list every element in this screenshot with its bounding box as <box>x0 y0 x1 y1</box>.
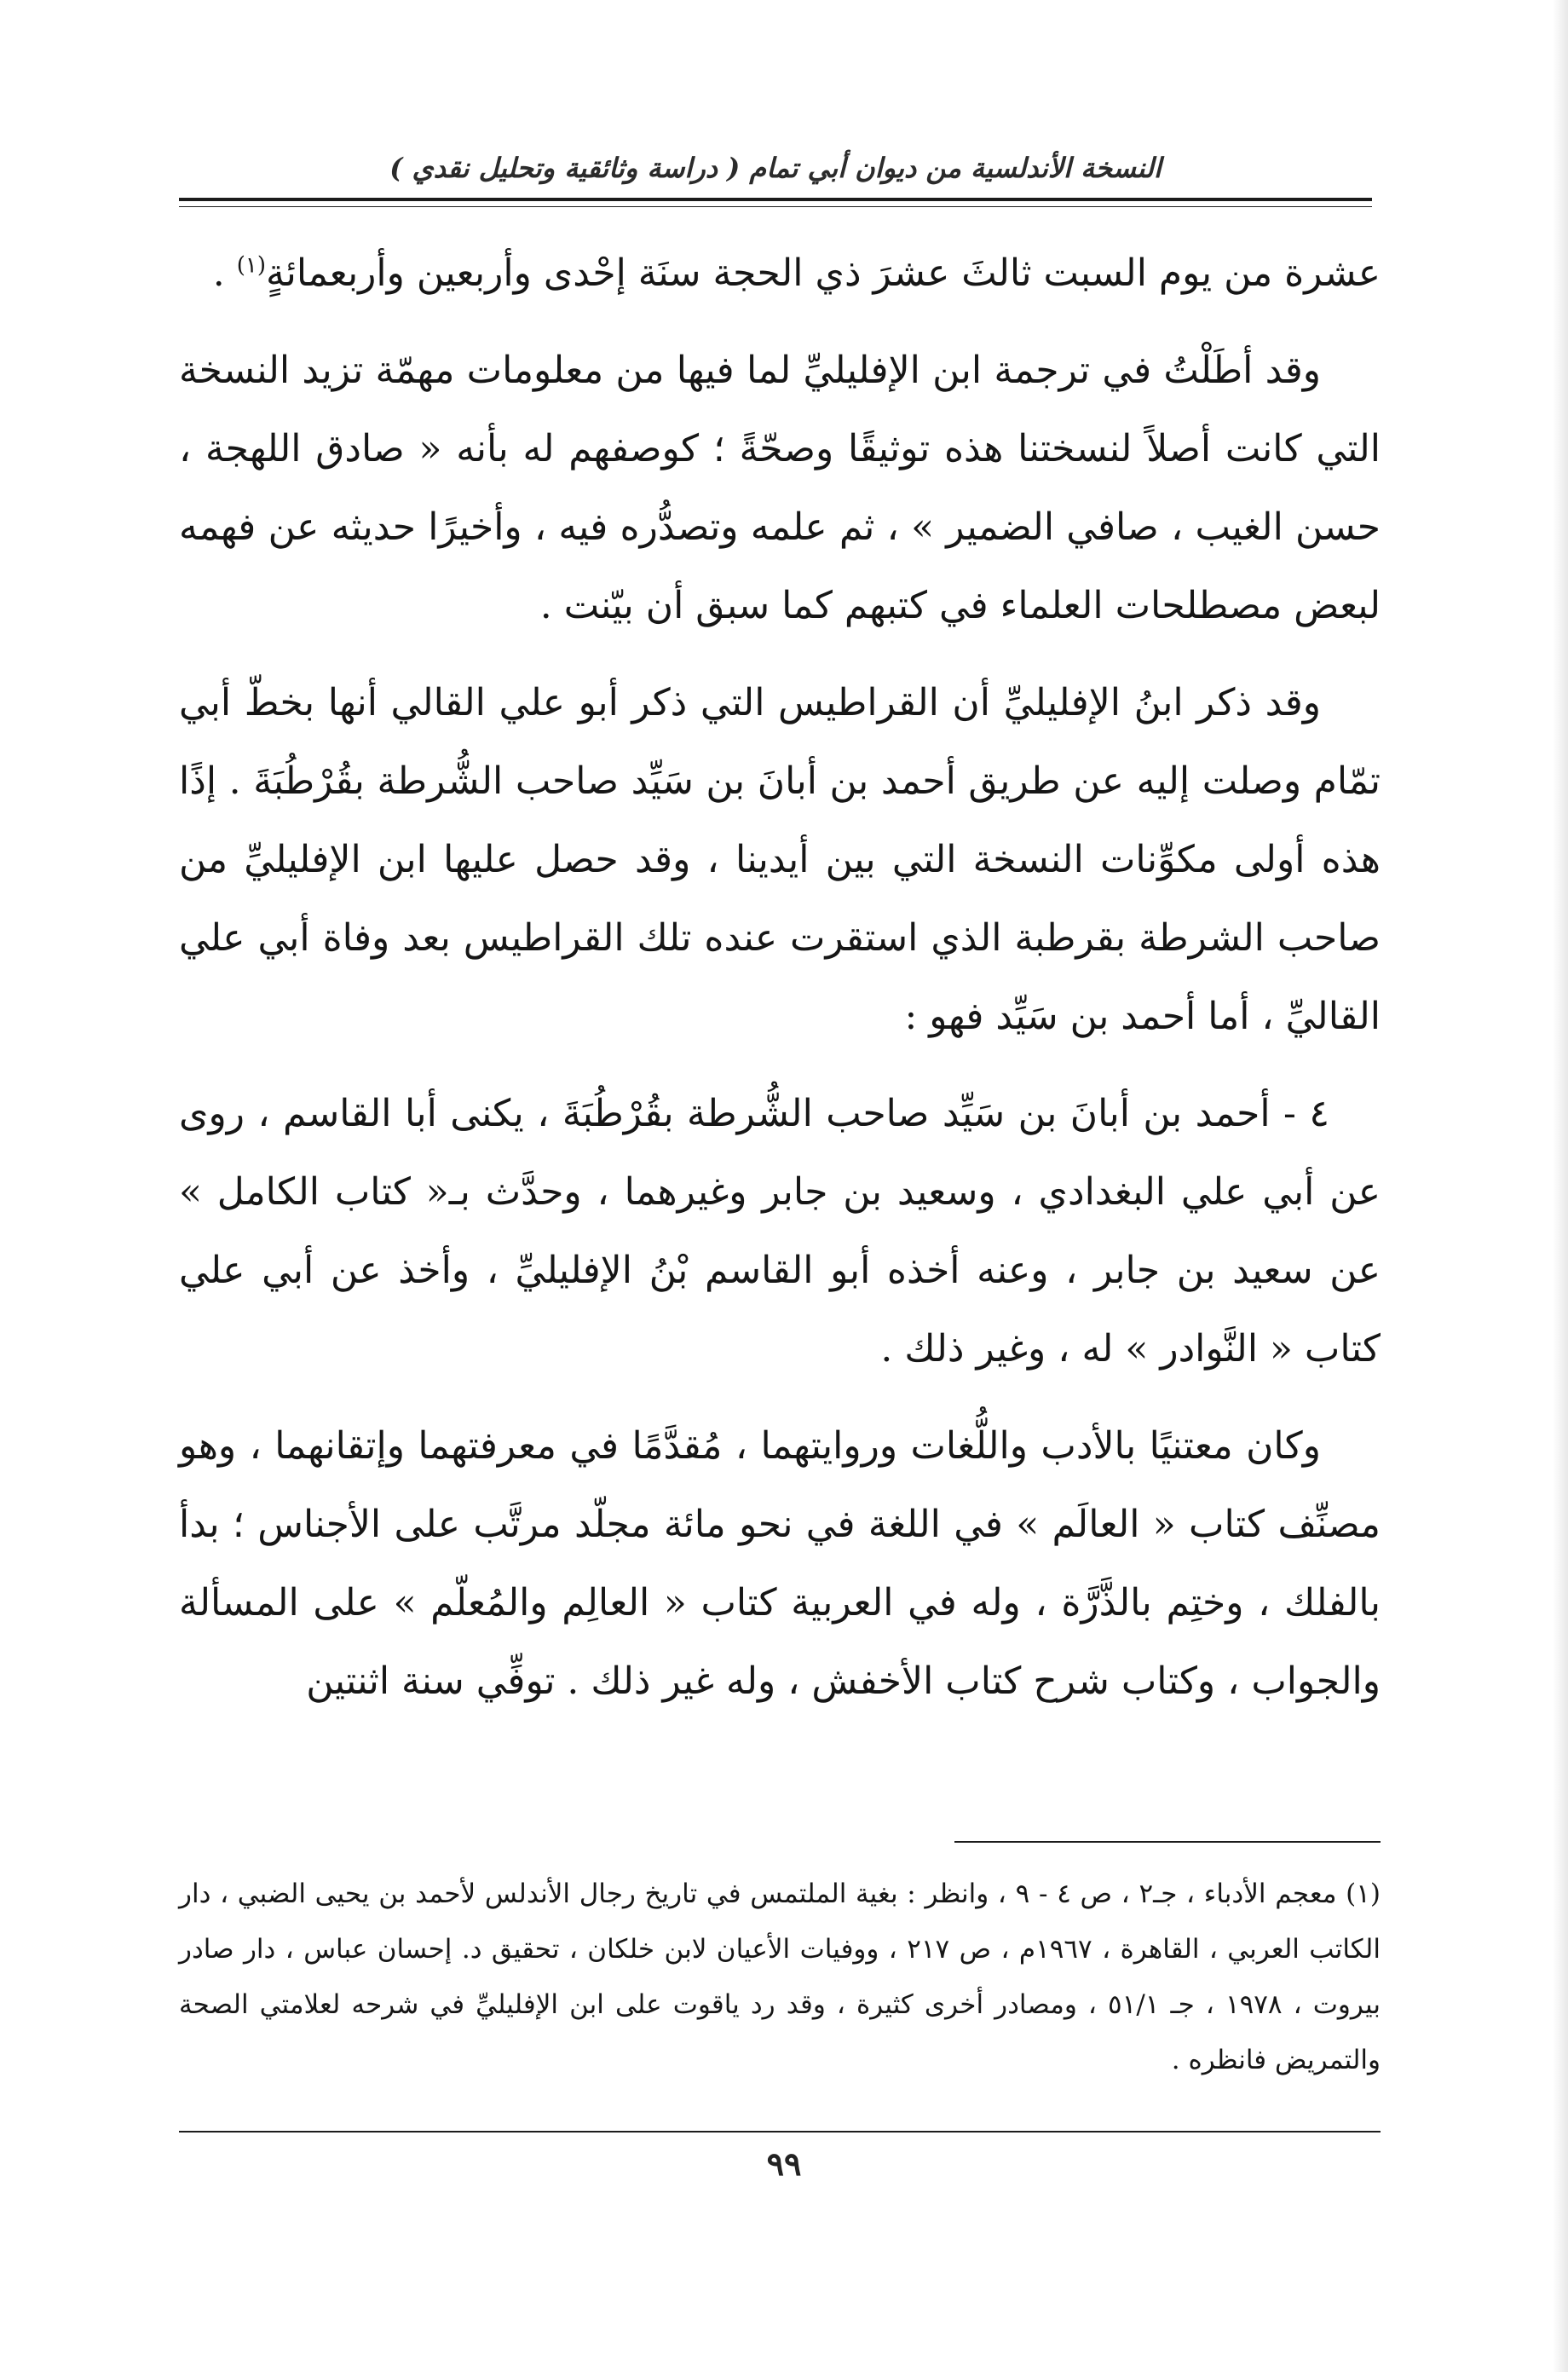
paragraph-3: وقد ذكر ابنُ الإفليليِّ أن القراطيس التي ذكر أبو علي القالي أنها بخطّ أبي تمّام وصلت إليه عن طريق أحمد بن أبانَ بن سَيِّد صاحب الشُّرطة بقُرْطُبَةَ . إذًا هذه أولى مكوِّنات النسخة التي بين أيدينا ، وقد حصل عليها ابن الإفليليِّ من صاحب الشرطة بقرطبة الذي استقرت عنده تلك القراطيس بعد وفاة أبي علي القاليِّ ، أما أحمد بن سَيِّد فهو : <box>179 681 1381 1038</box>
paragraph-1 <box>179 234 1381 313</box>
footnote-separator <box>954 1841 1381 1843</box>
running-head: النسخة الأندلسية من ديوان أبي تمام ( دراسة وثائقية وتحليل نقدي ) <box>389 152 1162 184</box>
footnote-reference: (١) <box>236 252 267 279</box>
body-text <box>179 234 1381 1740</box>
footer-rule <box>179 2131 1381 2132</box>
scan-edge-shadow <box>1553 0 1568 2372</box>
footnote-1: (١) معجم الأدباء ، جـ٢ ، ص ٤ - ٩ ، وانظر : بغية الملتمس في تاريخ رجال الأندلس لأحمد بن يحيى الضبي ، دار الكاتب العربي ، القاهرة ، ١٩٦٧م ، ص ٢١٧ ، ووفيات الأعيان لابن خلكان ، تحقيق د. إحسان عباس ، دار صادر بيروت ، ١٩٧٨ ، جـ ٥١/١ ، ومصادر أخرى كثيرة ، وقد رد ياقوت على ابن الإفليليِّ في شرحه لعلامتي الصحة والتمريض فانظره . <box>179 1879 1381 2075</box>
paragraph-4-entry: ٤ - أحمد بن أبانَ بن سَيِّد صاحب الشُّرطة بقُرْطُبَةَ ، يكنى أبا القاسم ، روى عن أبي علي البغدادي ، وسعيد بن جابر وغيرهما ، وحدَّث بـ« كتاب الكامل » عن سعيد بن جابر ، وعنه أخذه أبو القاسم بْنُ الإفليليِّ ، وأخذ عن أبي علي كتاب « النَّوادر » له ، وغير ذلك . <box>179 1092 1381 1371</box>
footnote <box>179 1867 1381 2088</box>
page-number: ٩٩ <box>766 2144 802 2183</box>
header-rule <box>179 198 1372 201</box>
header-rule-thin <box>179 206 1372 207</box>
paragraph-2: وقد أطَلْتُ في ترجمة ابن الإفليليِّ لما فيها من معلومات مهمّة تزيد النسخة التي كانت أصلاً لنسختنا هذه توثيقًا وصحّةً ؛ كوصفهم له بأنه « صادق اللهجة ، حسن الغيب ، صافي الضمير » ، ثم علمه وتصدُّره فيه ، وأخيرًا حديثه عن فهمه لبعض مصطلحات العلماء في كتبهم كما سبق أن بيّنت . <box>179 349 1381 627</box>
paragraph-5: وكان معتنيًا بالأدب واللُّغات وروايتهما ، مُقدَّمًا في معرفتهما وإتقانهما ، وهو مصنِّف كتاب « العالَم » في اللغة في نحو مائة مجلّد مرتَّب على الأجناس ؛ بدأ بالفلك ، وختِم بالذَّرَّة ، وله في العربية كتاب « العالِم والمُعلّم » على المسألة والجواب ، وكتاب شرح كتاب الأخفش ، وله غير ذلك . توفِّي سنة اثنتين <box>179 1424 1381 1703</box>
paragraph-1-text: عشرة من يوم السبت ثالثَ عشرَ ذي الحجة سنَة إحْدى وأربعين وأربعمائةٍ <box>266 251 1381 295</box>
paragraph-1-end: . <box>212 251 237 295</box>
